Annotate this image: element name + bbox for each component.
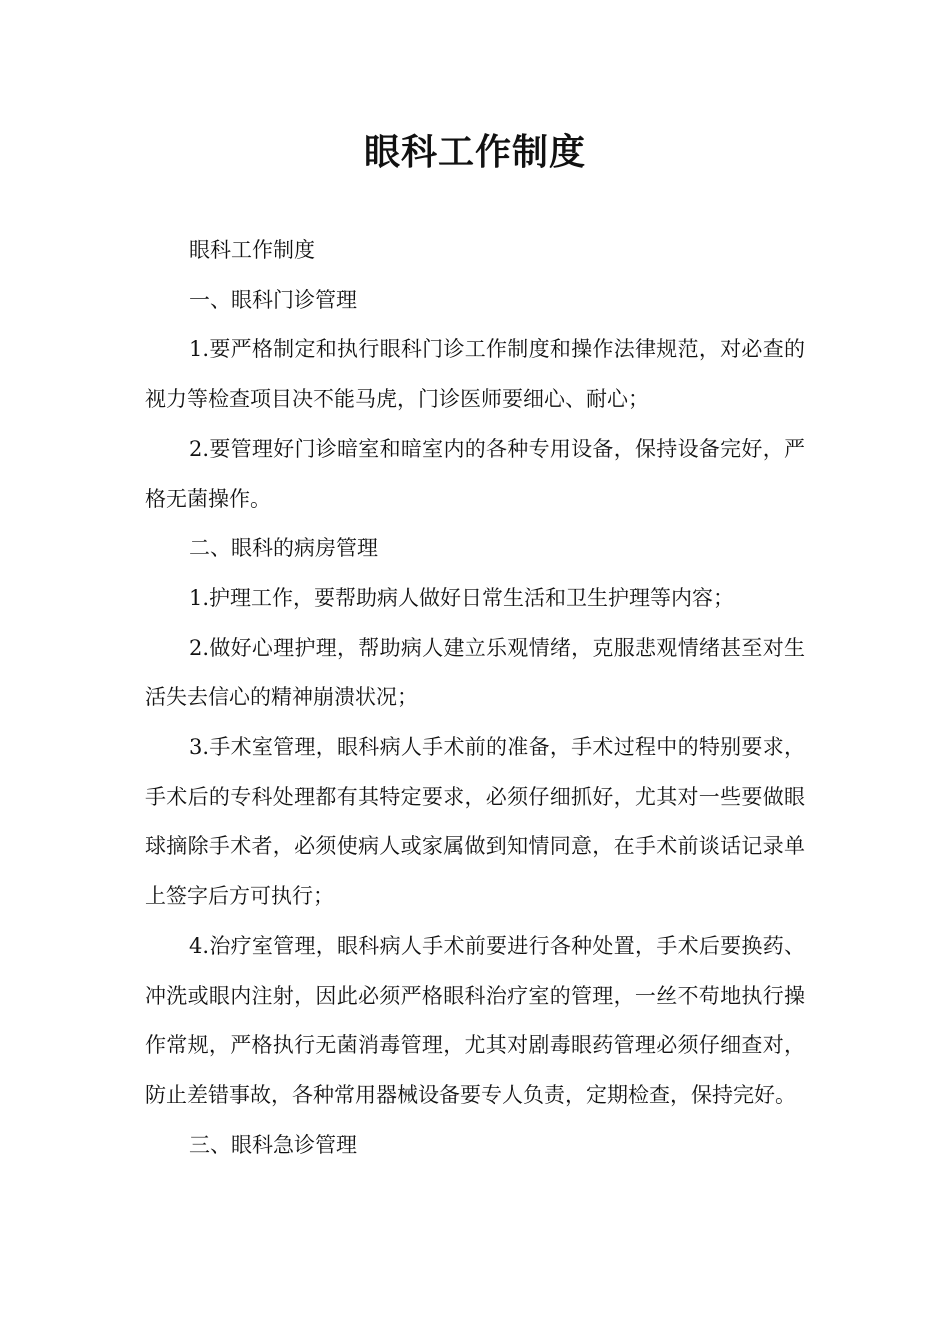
paragraph-ward-2: 2.做好心理护理，帮助病人建立乐观情绪，克服悲观情绪甚至对生活失去信心的精神崩溃状况； xyxy=(145,635,805,710)
paragraph-subtitle: 眼科工作制度 xyxy=(189,238,315,262)
document-title: 眼科工作制度 xyxy=(363,132,586,173)
paragraph-outpatient-1: 1.要严格制定和执行眼科门诊工作制度和操作法律规范，对必查的视力等检查项目决不能马虎，门诊医师要细心、耐心； xyxy=(145,337,805,412)
section-heading-emergency: 三、眼科急诊管理 xyxy=(189,1132,357,1157)
document-body xyxy=(145,226,805,1170)
paragraph-ward-3: 3.手术室管理，眼科病人手术前的准备，手术过程中的特别要求，手术后的专科处理都有其特定要求，必须仔细抓好，尤其对一些要做眼球摘除手术者，必须使病人或家属做到知情同意，在手术前谈话记录单上签字后方可执行； xyxy=(145,735,805,909)
section-heading-outpatient: 一、眼科门诊管理 xyxy=(189,287,357,312)
paragraph-ward-4: 4.治疗室管理，眼科病人手术前要进行各种处置，手术后要换药、冲洗或眼内注射，因此必须严格眼科治疗室的管理，一丝不苟地执行操作常规，严格执行无菌消毒管理，尤其对剧毒眼药管理必须仔细查对，防止差错事故，各种常用器械设备要专人负责，定期检查，保持完好。 xyxy=(145,933,805,1107)
section-heading-ward: 二、眼科的病房管理 xyxy=(189,536,378,561)
paragraph-outpatient-2: 2.要管理好门诊暗室和暗室内的各种专用设备，保持设备完好，严格无菌操作。 xyxy=(145,436,805,511)
paragraph-ward-1: 1.护理工作，要帮助病人做好日常生活和卫生护理等内容； xyxy=(189,585,735,610)
